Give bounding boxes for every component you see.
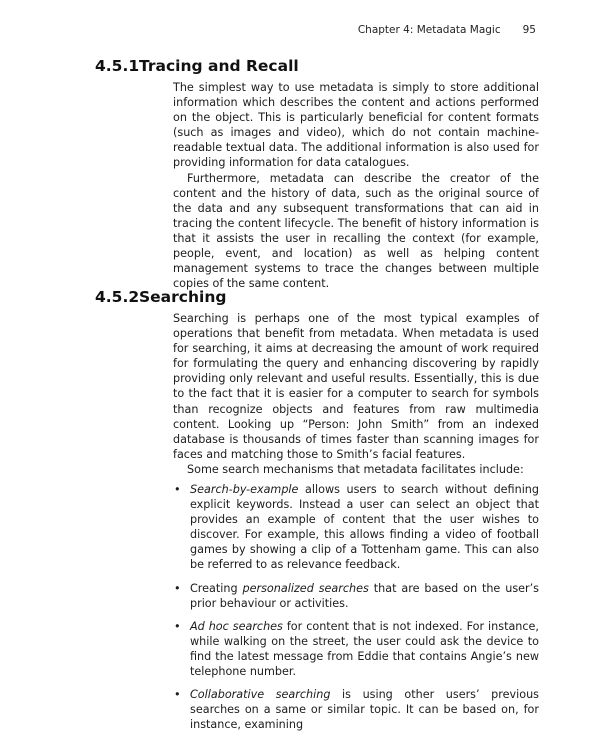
list-item-prefix: Creating bbox=[190, 581, 243, 595]
list-item bbox=[173, 619, 539, 679]
bullet-icon: • bbox=[174, 581, 181, 595]
section-body-tracing-and-recall bbox=[173, 80, 539, 291]
list-item-text: that are based on the user’s prior behaviour or activities. bbox=[190, 581, 540, 610]
section-heading-tracing-and-recall bbox=[95, 57, 299, 75]
list-item-term: Ad hoc searches bbox=[190, 619, 283, 633]
list-item-text: is using other users’ previous searches on a same or similar topic. It can be based on, for instance, examining bbox=[190, 688, 539, 732]
section-number: 4.5.1 bbox=[95, 57, 140, 75]
list-item bbox=[173, 687, 539, 732]
section-heading-searching bbox=[95, 288, 226, 306]
chapter-title: Chapter 4: Metadata Magic bbox=[357, 24, 501, 36]
bullet-icon: • bbox=[174, 619, 181, 633]
section-body-searching bbox=[173, 311, 539, 477]
list-item-term: Collaborative searching bbox=[190, 688, 331, 702]
bullet-icon: • bbox=[174, 688, 181, 702]
section-title: Searching bbox=[139, 288, 227, 306]
paragraph: The simplest way to use metadata is simply to store additional information which describes the content and actions performed on the object. This is particularly beneficial for content formats (such as images and video), which do not contain machine-readable textual data. The additional information is also used for providing information for data catalogues. bbox=[173, 81, 539, 170]
list-item-text: for content that is not indexed. For instance, while walking on the street, the user could ask the device to find the latest message from Eddie that contains Angie’s new telephone number. bbox=[190, 619, 539, 679]
running-head bbox=[358, 24, 536, 36]
section-title: Tracing and Recall bbox=[139, 57, 299, 75]
search-mechanisms-list bbox=[173, 482, 539, 740]
list-item bbox=[173, 482, 539, 573]
page-number: 95 bbox=[522, 24, 536, 36]
list-item-term: personalized searches bbox=[242, 581, 369, 595]
paragraph: Furthermore, metadata can describe the creator of the content and the history of data, such as the original source of the data and any subsequent transformations that can aid in tracing the content lifecycle. The benefit of history information is that it assists the user in recalling the context (for example, people, event, and location) as well as helping content management systems to trace the changes between multiple copies of the same content. bbox=[173, 171, 539, 291]
section-number: 4.5.2 bbox=[95, 288, 140, 306]
list-item bbox=[173, 581, 539, 611]
bullet-icon: • bbox=[174, 483, 181, 496]
paragraph: Some search mechanisms that metadata facilitates include: bbox=[187, 462, 524, 476]
list-item-term: Search-by-example bbox=[190, 483, 299, 496]
list-item-text: allows users to search without defining explicit keywords. Instead a user can select an object that provides an example of content that the user wishes to discover. For example, this allows finding a video of football games by showing a clip of a Tottenham game. This can also be referred to as relevance feedback. bbox=[190, 483, 539, 572]
paragraph: Searching is perhaps one of the most typical examples of operations that benefit from metadata. When metadata is used for searching, it aims at decreasing the amount of work required for formulating the query and enhancing discovering by rapidly providing only relevant and useful results. Essentially, this is due to the fact that it is easier for a computer to search for symbols than recognize objects and features from raw multimedia content. Looking up “Person: John Smith” from an indexed database is thousands of times faster than scanning images for faces and matching those to Smith’s facial features. bbox=[173, 312, 539, 461]
